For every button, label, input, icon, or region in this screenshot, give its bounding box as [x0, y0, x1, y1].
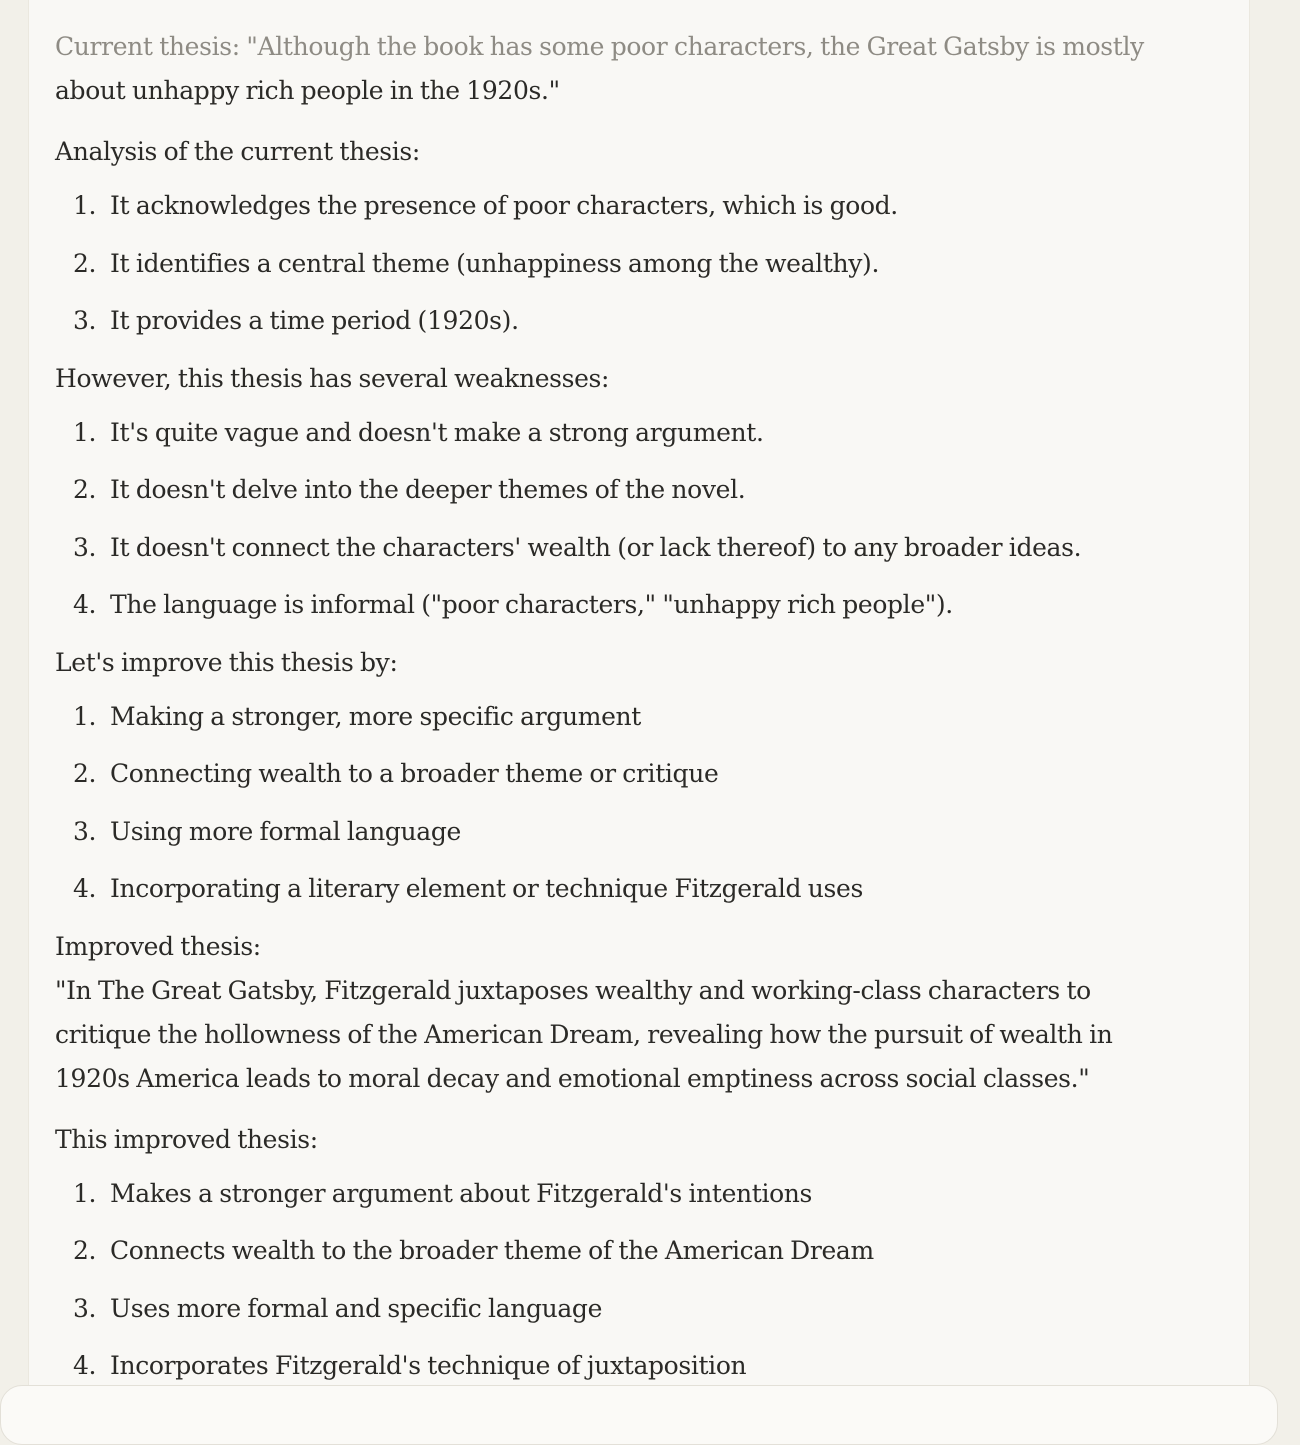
list-item [55, 583, 1195, 627]
list-item [55, 242, 1195, 286]
list-number: 3. [73, 1293, 97, 1323]
list-item-text: Using more formal language [110, 816, 461, 846]
list-item-text: Incorporates Fitzgerald's technique of juxtaposition [110, 1351, 747, 1380]
improved-thesis-heading: Improved thesis: [55, 931, 261, 961]
list-item [55, 1287, 1195, 1331]
list-item [55, 411, 1195, 455]
analysis-list [55, 184, 1195, 343]
list-number: 2. [73, 759, 97, 788]
list-number: 1. [73, 701, 97, 731]
list-item [55, 299, 1195, 343]
list-item-text: The language is informal ("poor characters," "unhappy rich people"). [110, 590, 953, 619]
list-item [55, 867, 1195, 911]
this-improved-heading: This improved thesis: [55, 1124, 318, 1154]
list-number: 1. [73, 417, 97, 447]
weaknesses-heading: However, this thesis has several weaknesses: [55, 363, 610, 393]
chat-input-box[interactable] [0, 1385, 1278, 1445]
list-item [55, 810, 1195, 854]
list-item [55, 526, 1195, 570]
list-item [55, 184, 1195, 228]
list-item-text: Making a stronger, more specific argument [110, 701, 641, 731]
weaknesses-list [55, 411, 1195, 628]
list-number: 1. [73, 1178, 97, 1208]
improved-thesis-line-1: "In The Great Gatsby, Fitzgerald juxtaposes wealthy and working-class characters to [55, 975, 1091, 1005]
improved-points-list [55, 1172, 1195, 1389]
list-item-text: It provides a time period (1920s). [110, 306, 519, 335]
list-item-text: It's quite vague and doesn't make a strong argument. [110, 417, 764, 447]
list-item [55, 752, 1195, 796]
list-item-text: Connecting wealth to a broader theme or critique [110, 759, 719, 788]
improve-heading: Let's improve this thesis by: [55, 647, 398, 677]
list-number: 4. [73, 1351, 97, 1380]
current-thesis-line-1: Current thesis: "Although the book has some poor characters, the Great Gatsby is mostly [55, 32, 1144, 61]
list-number: 3. [73, 532, 97, 562]
current-thesis [55, 25, 1195, 113]
list-item [55, 1344, 1195, 1388]
assistant-message-card [28, 0, 1250, 1416]
assistant-message-content [55, 25, 1195, 1402]
list-number: 1. [73, 191, 97, 220]
list-number: 2. [73, 475, 97, 504]
list-number: 4. [73, 874, 97, 903]
list-number: 3. [73, 816, 97, 846]
list-item-text: It identifies a central theme (unhappiness among the wealthy). [110, 248, 880, 278]
list-number: 4. [73, 590, 97, 619]
list-item-text: Makes a stronger argument about Fitzgerald's intentions [110, 1178, 813, 1208]
list-item-text: Uses more formal and specific language [110, 1293, 603, 1323]
list-item-text: It acknowledges the presence of poor characters, which is good. [110, 191, 898, 220]
improved-thesis-line-2: critique the hollowness of the American Dream, revealing how the pursuit of wealth in [55, 1019, 1113, 1049]
list-item [55, 695, 1195, 739]
list-item [55, 468, 1195, 512]
list-number: 2. [73, 248, 97, 278]
list-item-text: Incorporating a literary element or technique Fitzgerald uses [110, 874, 863, 903]
improve-list [55, 695, 1195, 912]
current-thesis-line-2: about unhappy rich people in the 1920s." [55, 76, 560, 105]
list-number: 2. [73, 1236, 97, 1265]
analysis-heading: Analysis of the current thesis: [55, 137, 420, 166]
list-item-text: It doesn't delve into the deeper themes of the novel. [110, 475, 746, 504]
improved-thesis [55, 925, 1195, 1101]
list-item [55, 1229, 1195, 1273]
improved-thesis-line-3: 1920s America leads to moral decay and emotional emptiness across social classes." [55, 1063, 1090, 1093]
list-item-text: It doesn't connect the characters' wealth (or lack thereof) to any broader ideas. [110, 532, 1082, 562]
list-item [55, 1172, 1195, 1216]
list-item-text: Connects wealth to the broader theme of the American Dream [110, 1236, 874, 1265]
list-number: 3. [73, 306, 97, 335]
